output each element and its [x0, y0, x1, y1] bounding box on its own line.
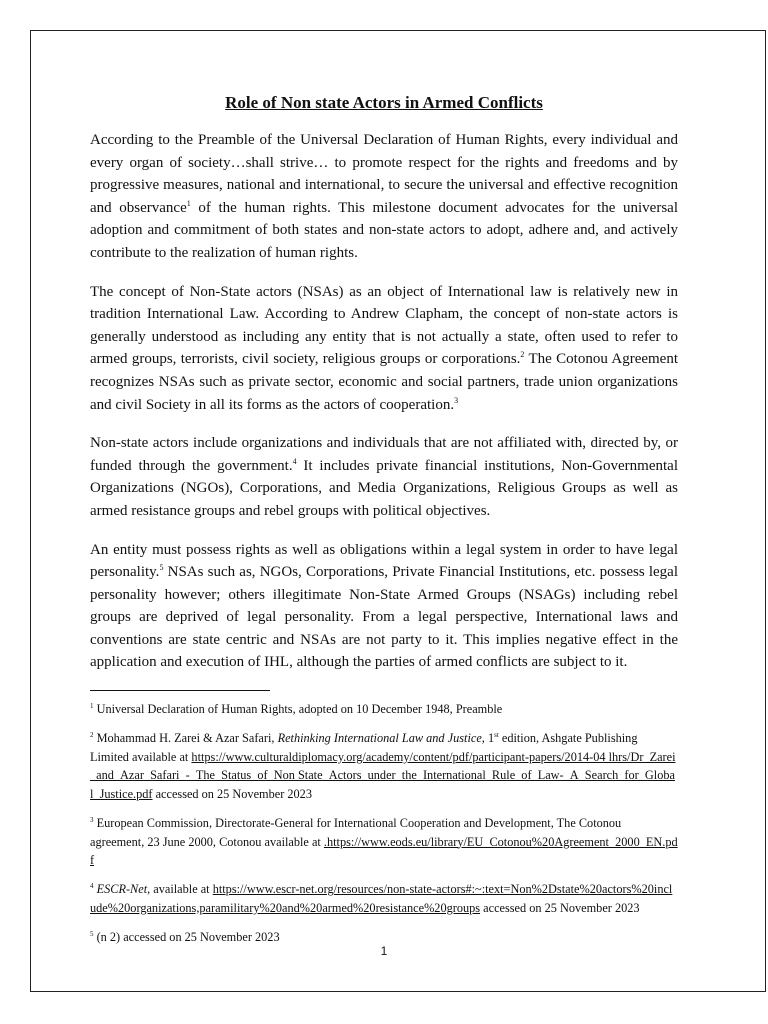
footnote-5-text: (n 2) accessed on 25 November 2023	[93, 930, 280, 945]
footnote-2-number: 2	[90, 731, 94, 740]
footnote-divider	[90, 690, 270, 691]
paragraph-4-text-b: NSAs such as, NGOs, Corporations, Private Financial Institutions, etc. possess legal personality however; others illegitimate Non-State Armed Groups (NSAGs) including rebel groups are deprived of legal personality. From a legal perspective, International laws and conventions are state centric and NSAs are not party to it. This implies negative effect in the application and execution of IHL, although the parties of armed conflicts are subject to it.	[90, 564, 678, 671]
paragraph-2-text-a: The concept of Non-State actors (NSAs) as an object of International law is relatively new in tradition International Law. According to Andrew Clapham, the concept of non-state actors is generally understood as including any entity that is not actually a state, often used to refer to armed groups, terrorists, civil society, religious groups or corporations.	[90, 283, 678, 368]
footnote-1-text: Universal Declaration of Human Rights, adopted on 10 December 1948, Preamble	[96, 702, 503, 717]
page-number: 1	[380, 944, 388, 958]
document-body	[90, 92, 678, 958]
footnote-4-text-a: , available at	[147, 882, 213, 897]
footnote-3	[90, 814, 678, 869]
footnote-4-source: ESCR-Net	[96, 882, 148, 897]
paragraph-3-text-a: Non-state actors include organizations and individuals that are not affiliated with, directed by, or funded through the government.	[90, 435, 678, 474]
footnote-5-number: 5	[90, 930, 94, 939]
paragraph-1	[90, 129, 678, 265]
footnote-4	[90, 880, 678, 917]
footnote-ref-1[interactable]: 1	[186, 198, 191, 208]
footnote-2-text-c: edition, Ashgate Publishing Limited available at	[90, 731, 638, 764]
footnote-4-text-b: accessed on 25 November 2023	[480, 900, 640, 915]
footnote-2-text-a: Mohammad H. Zarei & Azar Safari,	[93, 731, 278, 746]
footnote-4-number: 4	[90, 882, 94, 891]
footnote-2-book-title: Rethinking International Law and Justice,	[277, 731, 485, 746]
paragraph-3-text-b: It includes private financial institutions, Non-Governmental Organizations (NGOs), Corporations, and Media Organizations, Religious Groups as well as armed resistance groups and rebel groups with political objectives.	[90, 457, 678, 519]
footnote-2-ordinal: st	[494, 731, 499, 740]
footnote-3-number: 3	[90, 816, 94, 825]
footnote-2	[90, 729, 678, 803]
paragraph-1-text-b: of the human rights. This milestone document advocates for the universal adoption and commitment of both states and non-state actors to adopt, adhere and, and actively contribute to the realization of human rights.	[90, 199, 678, 261]
paragraph-2	[90, 281, 678, 417]
footnote-ref-5[interactable]: 5	[159, 563, 164, 573]
document-title: Role of Non state Actors in Armed Conflicts	[225, 93, 543, 112]
footnote-ref-3[interactable]: 3	[454, 395, 459, 405]
paragraph-4-text-a: An entity must possess rights as well as obligations within a legal system in order to have legal personality.	[90, 541, 678, 581]
footnote-ref-2[interactable]: 2	[520, 350, 525, 360]
paragraph-4	[90, 539, 678, 675]
footnote-2-text-b: 1	[484, 731, 495, 746]
footnote-2-link[interactable]: https://www.culturaldiplomacy.org/academy/content/pdf/participant-papers/2014-04 lhrs/Dr_Zarei_and_Azar_Safari_-_The_Status_of_Non State_Actors_under_the_International_Rule_of_Law-_A_Search_for_Global_Justice.pdf	[90, 749, 676, 801]
footnote-1-number: 1	[90, 702, 94, 711]
footnote-4-link[interactable]: https://www.escr-net.org/resources/non-state-actors#:~:text=Non%2Dstate%20actors%20include%20organizations,paramilitary%20and%20armed%20resistance%20groups	[90, 882, 673, 915]
paragraph-1-text-a: According to the Preamble of the Universal Declaration of Human Rights, every individual and every organ of society…shall strive… to promote respect for the rights and freedoms and by progressive measures, national and international, to secure the universal and effective recognition and observance	[90, 132, 678, 216]
paragraph-3	[90, 432, 678, 522]
footnote-ref-4[interactable]: 4	[292, 456, 297, 466]
footnote-3-link[interactable]: .https://www.eods.eu/library/EU_Cotonou%20Agreement_2000_EN.pdf	[90, 834, 678, 867]
footnote-3-text: European Commission, Directorate-General for International Cooperation and Development, The Cotonou agreement, 23 June 2000, Cotonou available at	[90, 816, 622, 849]
footnote-1	[90, 700, 678, 718]
paragraph-2-text-b: The Cotonou Agreement recognizes NSAs such as private sector, economic and social partners, trade union organizations and civil Society in all its forms as the actors of cooperation.	[90, 351, 679, 413]
footnote-2-text-d: accessed on 25 November 2023	[152, 786, 312, 801]
